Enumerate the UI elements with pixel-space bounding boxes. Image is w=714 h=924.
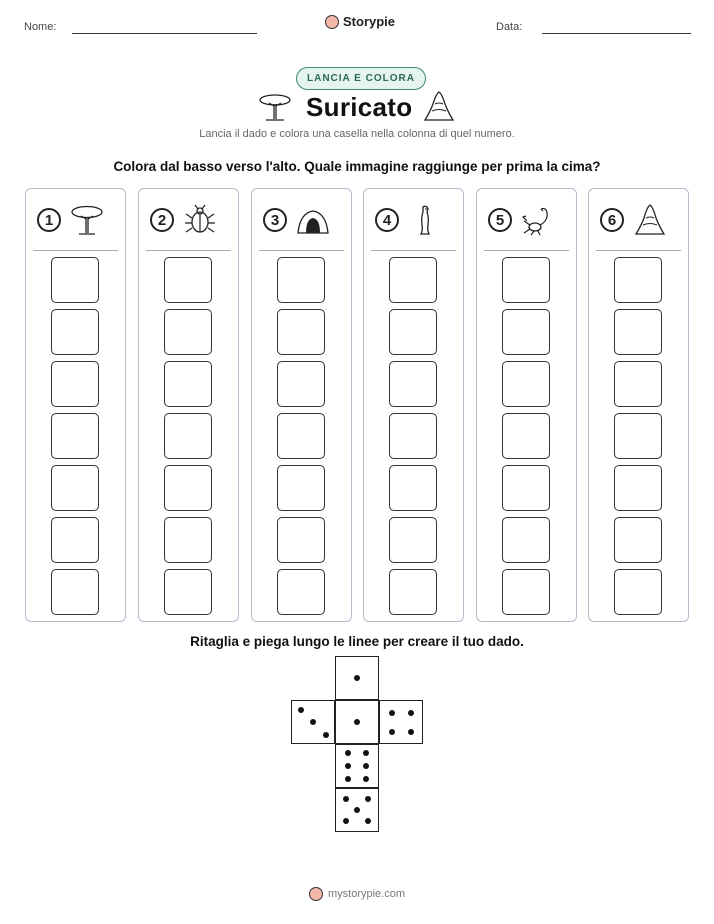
color-cell[interactable] <box>389 569 437 615</box>
color-cell[interactable] <box>164 257 212 303</box>
color-cell[interactable] <box>51 361 99 407</box>
color-cell[interactable] <box>614 413 662 459</box>
die-pip <box>298 707 304 713</box>
die-pip <box>354 675 360 681</box>
column-number: 6 <box>600 208 624 232</box>
subtitle: Lancia il dado e colora una casella nella colonna di quel numero. <box>199 128 515 140</box>
date-line[interactable] <box>542 33 691 34</box>
color-cell[interactable] <box>389 361 437 407</box>
color-cell[interactable] <box>502 465 550 511</box>
instruction: Colora dal basso verso l'alto. Quale immagine raggiunge per prima la cima? <box>113 159 601 174</box>
color-cell[interactable] <box>277 569 325 615</box>
color-cell[interactable] <box>389 465 437 511</box>
color-cell[interactable] <box>502 517 550 563</box>
meerkat-icon <box>408 203 442 237</box>
color-cell[interactable] <box>164 413 212 459</box>
column-6 <box>588 188 689 622</box>
die-pip <box>354 807 360 813</box>
beetle-icon <box>183 203 217 237</box>
die-instruction: Ritaglia e piega lungo le linee per creare il tuo dado. <box>190 634 524 649</box>
die-pip <box>343 796 349 802</box>
color-cell[interactable] <box>51 257 99 303</box>
column-3 <box>251 188 352 622</box>
termite-mound-icon <box>422 90 456 122</box>
column-number: 1 <box>37 208 61 232</box>
color-cell[interactable] <box>277 465 325 511</box>
die-pip <box>389 710 395 716</box>
die-pip <box>323 732 329 738</box>
color-cell[interactable] <box>277 413 325 459</box>
column-1 <box>25 188 126 622</box>
burrow-icon <box>296 203 330 237</box>
die-pip <box>408 729 414 735</box>
color-cell[interactable] <box>614 517 662 563</box>
die-face-6 <box>335 744 379 788</box>
die-pip <box>345 776 351 782</box>
color-cell[interactable] <box>277 517 325 563</box>
color-cell[interactable] <box>51 517 99 563</box>
color-cell[interactable] <box>164 465 212 511</box>
column-5 <box>476 188 577 622</box>
column-4 <box>363 188 464 622</box>
column-divider <box>33 250 118 251</box>
color-cell[interactable] <box>614 309 662 355</box>
column-number: 5 <box>488 208 512 232</box>
footer-url[interactable]: mystorypie.com <box>328 888 406 900</box>
color-cell[interactable] <box>164 569 212 615</box>
activity-badge: LANCIA E COLORA <box>296 67 426 90</box>
die-pip <box>365 796 371 802</box>
color-cell[interactable] <box>277 309 325 355</box>
die-pip <box>408 710 414 716</box>
column-number: 3 <box>263 208 287 232</box>
column-number: 2 <box>150 208 174 232</box>
color-cell[interactable] <box>614 257 662 303</box>
color-cell[interactable] <box>51 309 99 355</box>
brand-name: Storypie <box>343 14 396 29</box>
name-line[interactable] <box>72 33 257 34</box>
color-cell[interactable] <box>614 569 662 615</box>
color-cell[interactable] <box>277 361 325 407</box>
die-face-5 <box>335 788 379 832</box>
color-cell[interactable] <box>277 257 325 303</box>
storypie-logo-icon <box>325 15 339 29</box>
date-label: Data: <box>496 21 523 33</box>
die-pip <box>365 818 371 824</box>
die-face-3 <box>291 700 335 744</box>
column-divider <box>371 250 456 251</box>
color-cell[interactable] <box>164 517 212 563</box>
die-pip <box>343 818 349 824</box>
die-face-1 <box>335 700 379 744</box>
termite-mound-icon <box>633 203 667 237</box>
column-number: 4 <box>375 208 399 232</box>
color-cell[interactable] <box>614 465 662 511</box>
column-divider <box>146 250 231 251</box>
column-divider <box>596 250 681 251</box>
color-cell[interactable] <box>164 309 212 355</box>
color-cell[interactable] <box>502 309 550 355</box>
column-divider <box>484 250 569 251</box>
color-cell[interactable] <box>389 309 437 355</box>
die-pip <box>345 763 351 769</box>
die-pip <box>363 750 369 756</box>
column-2 <box>138 188 239 622</box>
scorpion-icon <box>521 203 555 237</box>
die-pip <box>354 719 360 725</box>
color-cell[interactable] <box>51 413 99 459</box>
die-face-1 <box>335 656 379 700</box>
acacia-tree-icon <box>258 92 292 122</box>
page-title: Suricato <box>306 92 413 122</box>
die-pip <box>389 729 395 735</box>
column-divider <box>259 250 344 251</box>
name-label: Nome: <box>24 21 57 33</box>
acacia-tree-icon <box>70 203 104 237</box>
color-cell[interactable] <box>389 413 437 459</box>
color-cell[interactable] <box>389 517 437 563</box>
die-pip <box>363 776 369 782</box>
color-cell[interactable] <box>502 569 550 615</box>
color-cell[interactable] <box>502 413 550 459</box>
storypie-logo-icon <box>309 887 323 901</box>
footer <box>309 887 405 901</box>
color-cell[interactable] <box>51 569 99 615</box>
die-pip <box>310 719 316 725</box>
die-face-4 <box>379 700 423 744</box>
color-cell[interactable] <box>502 361 550 407</box>
color-cell[interactable] <box>502 257 550 303</box>
die-pip <box>345 750 351 756</box>
color-cell[interactable] <box>51 465 99 511</box>
color-cell[interactable] <box>614 361 662 407</box>
brand-logo <box>325 14 395 29</box>
color-cell[interactable] <box>164 361 212 407</box>
color-cell[interactable] <box>389 257 437 303</box>
die-pip <box>363 763 369 769</box>
